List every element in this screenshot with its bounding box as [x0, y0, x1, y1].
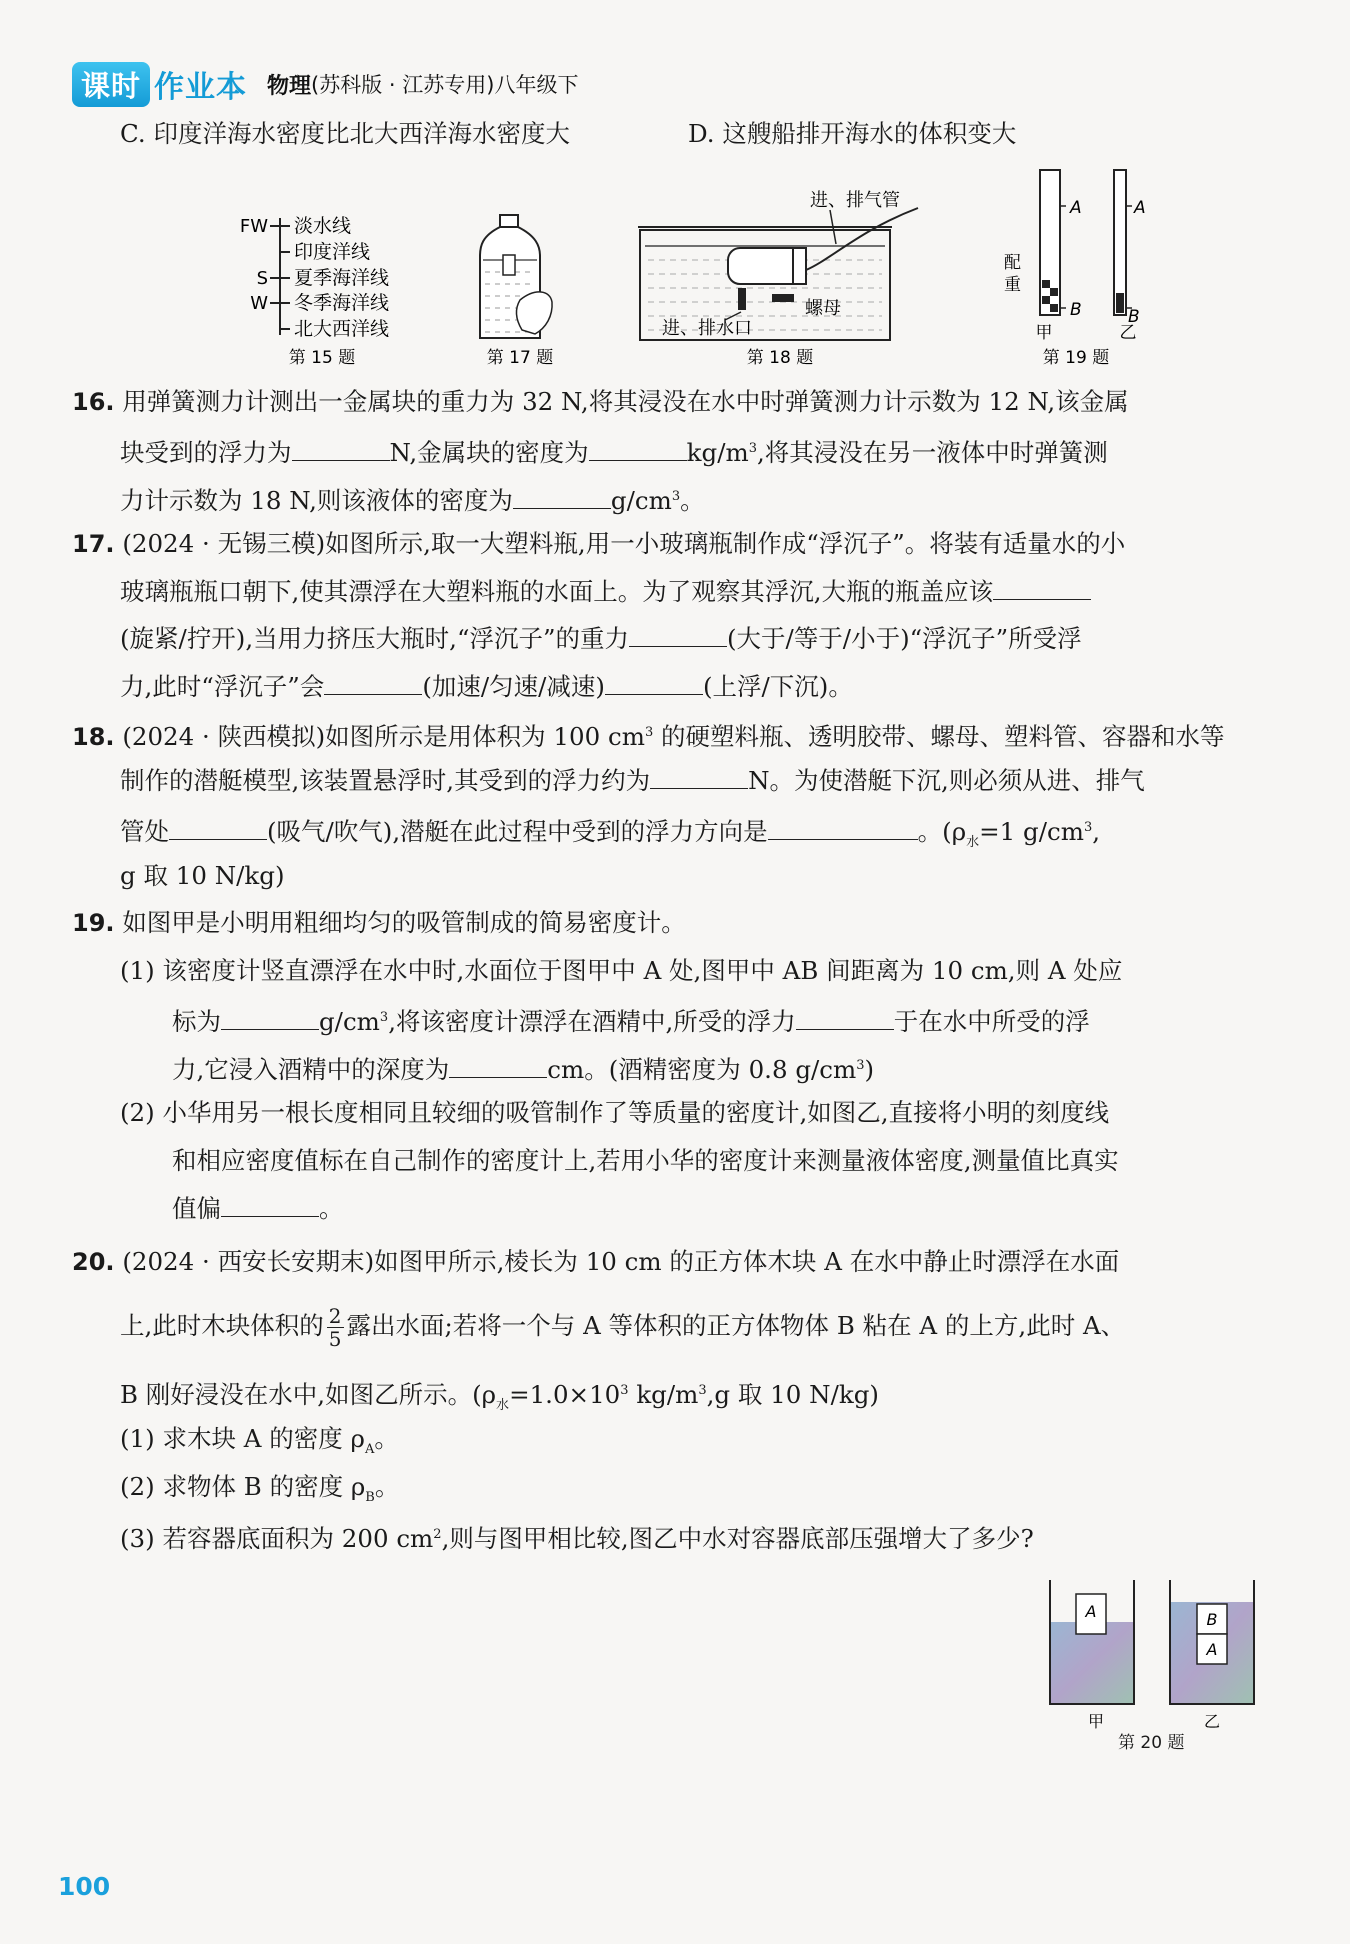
fig19-densimeters [1004, 170, 1146, 368]
q18-line-1 [72, 717, 1225, 753]
q17-text-4b: (加速/匀速/减速) [422, 672, 605, 701]
q16-line-1 [72, 386, 1129, 418]
sup-3: 3 [748, 441, 757, 456]
q19-p1-line-1: (1) 该密度计竖直漂浮在水中时,水面位于图甲中 A 处,图甲中 AB 间距离为 10 cm,则 A 处应 [120, 956, 1123, 985]
q20-sup-exp: 3 [620, 1383, 629, 1398]
q19-p1-text-3c: ) [864, 1055, 875, 1085]
q20-s1-end: 。 [374, 1424, 399, 1453]
q17-text-3b: (大于/等于/小于)“浮沉子”所受浮 [727, 624, 1082, 653]
q18-text-1b: 的硬塑料瓶、透明胶带、螺母、塑料管、容器和水等 [653, 722, 1225, 752]
fig19-weight-label-2: 重 [1004, 275, 1021, 295]
q17-blank-2[interactable] [629, 622, 727, 647]
fig18-caption: 第 18 题 [746, 348, 814, 368]
q17-text-4a: 力,此时“浮沉子”会 [120, 672, 325, 701]
q16-text-3c: 。 [680, 486, 705, 516]
q17-text-4c: (上浮/下沉)。 [702, 672, 853, 701]
sup-3: 3 [1083, 820, 1093, 835]
fig19-yi-label-a: A [1134, 198, 1146, 218]
q16-text-2c: kg/m [686, 438, 749, 468]
q20-s2-sub: B [365, 1489, 375, 1505]
q16-blank-1[interactable] [292, 436, 390, 461]
figures-row [0, 160, 1350, 370]
fig20-block-a-jia: A [1085, 1602, 1097, 1621]
book-title: 物理 [267, 73, 312, 99]
page-header [72, 62, 578, 106]
q20-line-1 [72, 1246, 1119, 1278]
q15-option-d: D. 这艘船排开海水的体积变大 [688, 119, 1017, 148]
fig20-block-b: B [1206, 1610, 1218, 1629]
q19-p2-text-3b: 。 [319, 1194, 344, 1223]
fraction-numerator: 2 [328, 1304, 342, 1328]
q20-sub-water: 水 [496, 1398, 510, 1414]
q16-text-1: 用弹簧测力计测出一金属块的重力为 32 N,将其浸没在水中时弹簧测力计示数为 12 N,该金属 [122, 387, 1129, 416]
q17-line-1 [72, 528, 1125, 560]
fig15-label-2: 夏季海洋线 [294, 267, 390, 289]
q17-blank-1[interactable] [993, 575, 1091, 600]
fig19-jia-label-b: B [1070, 300, 1082, 320]
fig17-bottle [480, 215, 553, 368]
fig19-jia-label-a: A [1070, 198, 1082, 218]
fig19-yi-label-b: B [1128, 307, 1140, 327]
q19-blank-3[interactable] [449, 1053, 547, 1078]
fig15-load-lines [240, 215, 389, 368]
q19-p2-line-2: 和相应密度值标在自己制作的密度计上,若用小华的密度计来测量液体密度,测量值比真实 [172, 1146, 1119, 1175]
brand-logo: 课时 [72, 62, 150, 107]
q20-s3-text: (3) 若容器底面积为 200 cm [120, 1524, 434, 1554]
sup-3: 3 [644, 725, 654, 740]
q19-number: 19. [72, 909, 115, 937]
sup-3: 3 [856, 1058, 865, 1073]
fig18-label-tube: 进、排气管 [810, 190, 900, 211]
q15-option-c: C. 印度洋海水密度比北大西洋海水密度大 [120, 119, 570, 148]
q20-sub-3 [120, 1519, 1034, 1555]
q20-s3-sup: 2 [433, 1527, 442, 1542]
q17-line-2 [120, 575, 1091, 608]
fig15-mark-s: S [256, 268, 268, 289]
q20-text-1: (2024 · 西安长安期末)如图甲所示,棱长为 10 cm 的正方体木块 A 在水中静止时漂浮在水面 [122, 1247, 1120, 1276]
q20-text-3a: B 刚好浸没在水中,如图乙所示。(ρ [120, 1380, 497, 1410]
q19-p1-text-2a: 标为 [172, 1007, 221, 1037]
q16-blank-2[interactable] [589, 436, 687, 461]
q20-s2-text: (2) 求物体 B 的密度 ρ [120, 1472, 366, 1501]
fig20-containers [1040, 1580, 1280, 1740]
fig15-mark-fw: FW [239, 216, 268, 237]
q18-line-2 [120, 764, 1145, 797]
q20-text-2b: 露出水面;若将一个与 A 等体积的正方体物体 B 粘在 A 的上方,此时 A、 [346, 1311, 1126, 1340]
q16-line-2 [120, 433, 1108, 469]
q17-blank-3[interactable] [324, 670, 422, 695]
q18-line-3 [120, 812, 1100, 859]
q20-text-2a: 上,此时木块体积的 [120, 1311, 324, 1340]
q17-blank-4[interactable] [605, 670, 703, 695]
q20-sub-1 [120, 1423, 399, 1466]
q16-text-3b: g/cm [610, 486, 672, 516]
q20-sup-unit: 3 [698, 1383, 707, 1398]
fig18-label-inlet: 进、排水口 [662, 318, 752, 339]
sup-3: 3 [671, 489, 681, 504]
q18-text-3b: (吸气/吹气),潜艇在此过程中受到的浮力方向是 [267, 817, 768, 847]
q17-line-3 [120, 622, 1082, 655]
fig20-label-yi: 乙 [1203, 1712, 1221, 1731]
sup-3: 3 [379, 1010, 389, 1025]
q20-s3-end: ,则与图甲相比较,图乙中水对容器底部压强增大了多少? [441, 1524, 1034, 1554]
q16-text-2a: 块受到的浮力为 [120, 438, 292, 468]
q20-number: 20. [72, 1248, 115, 1276]
q16-text-2d: ,将其浸没在另一液体中时弹簧测 [756, 438, 1108, 468]
q18-text-2a: 制作的潜艇模型,该装置悬浮时,其受到的浮力约为 [120, 766, 651, 795]
q18-text-3e: =1 g/cm [979, 817, 1084, 847]
q17-text-1: (2024 · 无锡三模)如图所示,取一大塑料瓶,用一小玻璃瓶制作成“浮沉子”。将装有适量水的小 [122, 529, 1126, 558]
q20-line-2 [120, 1305, 1125, 1350]
q19-p1-text-2c: ,将该密度计漂浮在酒精中,所受的浮力 [388, 1007, 796, 1037]
fig20-block-a-yi: A [1206, 1640, 1218, 1659]
q19-blank-2[interactable] [796, 1005, 894, 1030]
q16-text-3a: 力计示数为 18 N,则该液体的密度为 [120, 486, 513, 516]
q20-s2-end: 。 [374, 1472, 400, 1501]
q16-number: 16. [72, 388, 115, 416]
q16-line-3 [120, 481, 705, 517]
fig15-label-0: 淡水线 [294, 215, 352, 237]
fig15-label-1: 印度洋线 [294, 241, 371, 263]
q16-blank-3[interactable] [513, 484, 611, 509]
q18-sub-water: 水 [966, 835, 980, 851]
fig15-mark-w: W [250, 293, 268, 314]
fig18-label-nut: 螺母 [805, 298, 841, 319]
q19-intro: 如图甲是小明用粗细均匀的吸管制成的简易密度计。 [122, 908, 686, 937]
q18-text-3c: 。(ρ [917, 817, 967, 847]
q20-text-3e: kg/m [628, 1380, 699, 1410]
brand-text: 作业本 [154, 70, 248, 105]
q17-text-3a: (旋紧/拧开),当用力挤压大瓶时,“浮沉子”的重力 [120, 624, 629, 653]
q19-p1-text-3b: cm。(酒精密度为 0.8 g/cm [547, 1055, 857, 1085]
q19-p1-text-3a: 力,它浸入酒精中的深度为 [172, 1055, 450, 1085]
q17-number: 17. [72, 530, 115, 558]
fig15-caption: 第 15 题 [288, 348, 356, 368]
fig19-label-yi: 乙 [1119, 323, 1137, 343]
q18-blank-3[interactable] [768, 815, 918, 840]
q20-line-3 [120, 1375, 879, 1422]
page-number: 100 [58, 1872, 111, 1901]
q18-text-3a: 管处 [120, 817, 169, 847]
q20-fraction [327, 1305, 344, 1350]
q19-blank-4[interactable] [221, 1192, 319, 1217]
q18-number: 18. [72, 723, 115, 752]
q19-p2-line-3 [172, 1192, 344, 1225]
book-subtitle: (苏科版 · 江苏专用)八年级下 [311, 73, 579, 97]
q18-text-3f: , [1092, 817, 1101, 847]
fraction-denominator: 5 [328, 1327, 342, 1351]
q19-p2-text-3a: 值偏 [172, 1194, 221, 1223]
q17-line-4 [120, 670, 853, 703]
q18-text-2b: N。为使潜艇下沉,则必须从进、排气 [748, 766, 1145, 795]
q19-blank-1[interactable] [221, 1005, 319, 1030]
q20-s1-text: (1) 求木块 A 的密度 ρ [120, 1424, 365, 1453]
q19-p1-text-2b: g/cm [319, 1007, 380, 1037]
fig15-label-3: 冬季海洋线 [294, 292, 390, 314]
fig18-submarine-model [638, 190, 918, 368]
fig17-caption: 第 17 题 [486, 348, 554, 368]
q18-blank-2[interactable] [169, 815, 267, 840]
fig20-caption: 第 20 题 [1118, 1733, 1185, 1753]
q18-text-1a: (2024 · 陕西模拟)如图所示是用体积为 100 cm [122, 722, 645, 752]
q19-p1-text-2d: 于在水中所受的浮 [893, 1007, 1090, 1037]
q20-s1-sub: A [364, 1441, 375, 1457]
fig19-caption: 第 19 题 [1042, 348, 1110, 368]
q19-p1-line-3 [172, 1050, 874, 1086]
q18-blank-1[interactable] [650, 764, 748, 789]
q20-text-3g: ,g 取 10 N/kg) [706, 1380, 879, 1410]
q20-text-3c: =1.0×10 [509, 1380, 621, 1410]
q19-p1-line-2 [172, 1002, 1090, 1038]
q20-sub-2 [120, 1471, 399, 1514]
fig15-label-4: 北大西洋线 [294, 318, 390, 340]
q19-line-1 [72, 907, 686, 939]
q18-line-4: g 取 10 N/kg) [120, 861, 285, 890]
fig20-label-jia: 甲 [1087, 1712, 1105, 1731]
fig19-label-jia: 甲 [1035, 323, 1053, 343]
q19-p2-line-1: (2) 小华用另一根长度相同且较细的吸管制作了等质量的密度计,如图乙,直接将小明的刻度线 [120, 1098, 1110, 1127]
fig19-weight-label-1: 配 [1004, 253, 1021, 273]
q16-text-2b: N,金属块的密度为 [389, 438, 589, 468]
q17-text-2: 玻璃瓶瓶口朝下,使其漂浮在大塑料瓶的水面上。为了观察其浮沉,大瓶的瓶盖应该 [120, 577, 994, 606]
